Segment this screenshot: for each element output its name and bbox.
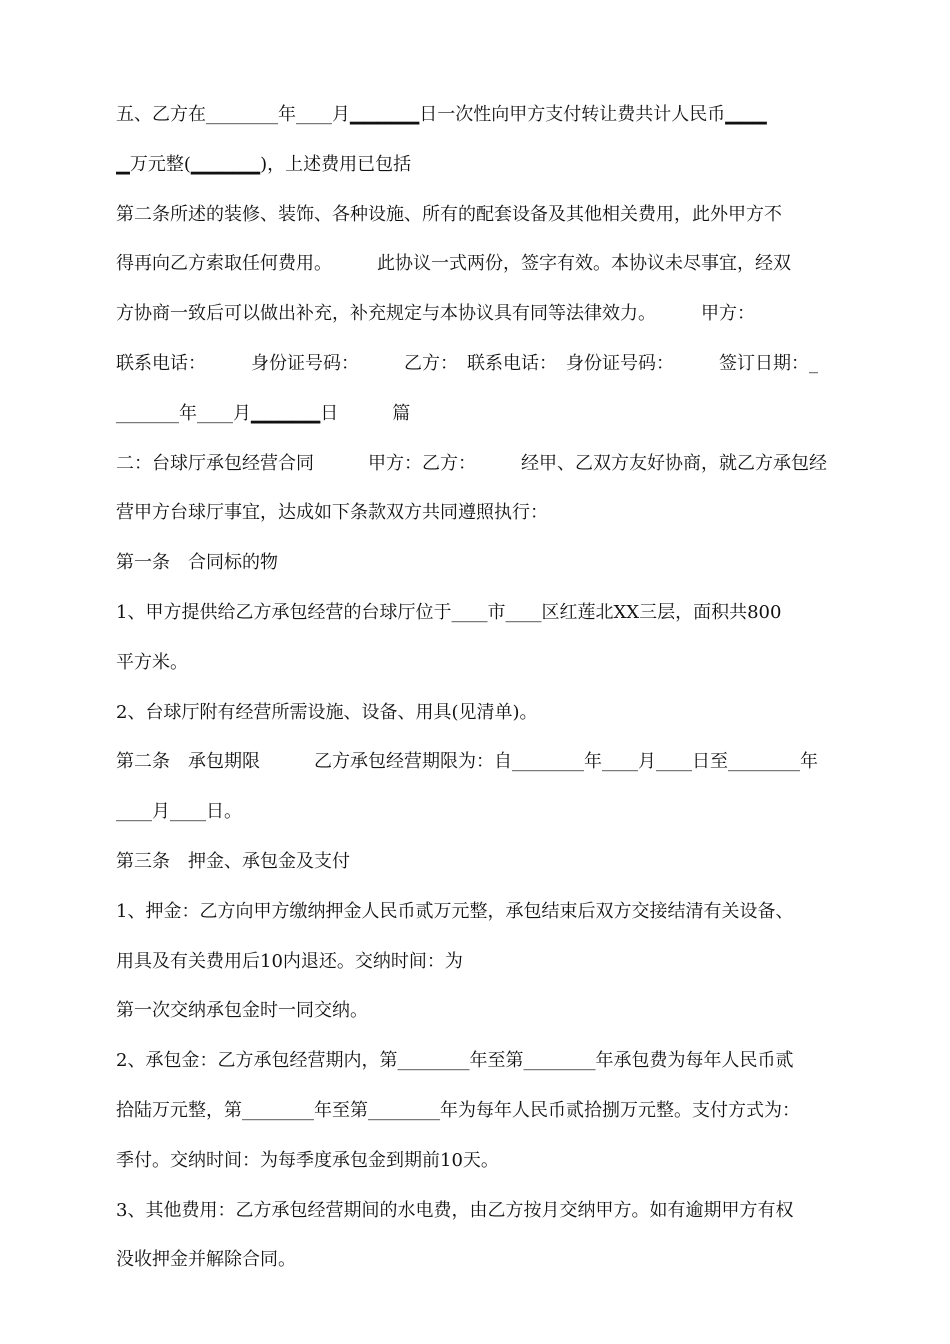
section-heading-article-2: 第二条 承包期限 乙方承包经营期限为：自________年____月____日至________年 (116, 751, 818, 773)
text-line-18: 用具及有关费用后10内退还。交纳时间：为 (116, 950, 463, 972)
text-line-7: _______年____月▁▁▁▁▁日 篇 (116, 402, 411, 424)
document-page (116, 92, 846, 1287)
text-line-24: 没收押金并解除合同。 (116, 1249, 296, 1271)
text-line-9: 营甲方台球厅事宜，达成如下条款双方共同遵照执行： (116, 502, 548, 524)
text-line-13: 2、台球厅附有经营所需设施、设备、用具(见清单)。 (116, 701, 538, 723)
text-line-15: ____月____日。 (116, 801, 242, 823)
text-line-12: 平方米。 (116, 651, 188, 673)
text-line-17: 1、押金：乙方向甲方缴纳押金人民币贰万元整，承包结束后双方交接结清有关设备、 (116, 900, 794, 922)
text-line-8: 二：台球厅承包经营合同 甲方：乙方： 经甲、乙双方友好协商，就乙方承包经 (116, 452, 827, 474)
section-heading-article-3: 第三条 押金、承包金及支付 (116, 850, 350, 872)
text-line-21: 拾陆万元整，第________年至第________年为每年人民币贰拾捌万元整。支付方式为： (116, 1099, 800, 1121)
text-line-22: 季付。交纳时间：为每季度承包金到期前10天。 (116, 1149, 499, 1171)
text-line-6: 联系电话： 身份证号码： 乙方： 联系电话： 身份证号码： 签订日期：_ (116, 352, 818, 374)
text-line-23: 3、其他费用：乙方承包经营期间的水电费，由乙方按月交纳甲方。如有逾期甲方有权 (116, 1199, 794, 1221)
text-line-19: 第一次交纳承包金时一同交纳。 (116, 1000, 368, 1022)
text-line-4: 得再向乙方索取任何费用。 此协议一式两份，签字有效。本协议未尽事宜，经双 (116, 253, 791, 275)
text-line-5: 方协商一致后可以做出补充，补充规定与本协议具有同等法律效力。 甲方： (116, 303, 755, 325)
text-line-11: 1、甲方提供给乙方承包经营的台球厅位于____市____区红莲北XX三层，面积共800 (116, 601, 782, 623)
text-line-1: 五、乙方在________年____月▁▁▁▁▁日一次性向甲方支付转让费共计人民币▁▁▁ (116, 104, 767, 125)
text-line-2: ▁万元整(▁▁▁▁▁)，上述费用已包括 (116, 153, 412, 175)
section-heading-article-1: 第一条 合同标的物 (116, 552, 278, 574)
text-line-3: 第二条所述的装修、装饰、各种设施、所有的配套设备及其他相关费用，此外甲方不 (116, 203, 782, 225)
text-line-20: 2、承包金：乙方承包经营期内，第________年至第________年承包费为每年人民币贰 (116, 1050, 794, 1072)
